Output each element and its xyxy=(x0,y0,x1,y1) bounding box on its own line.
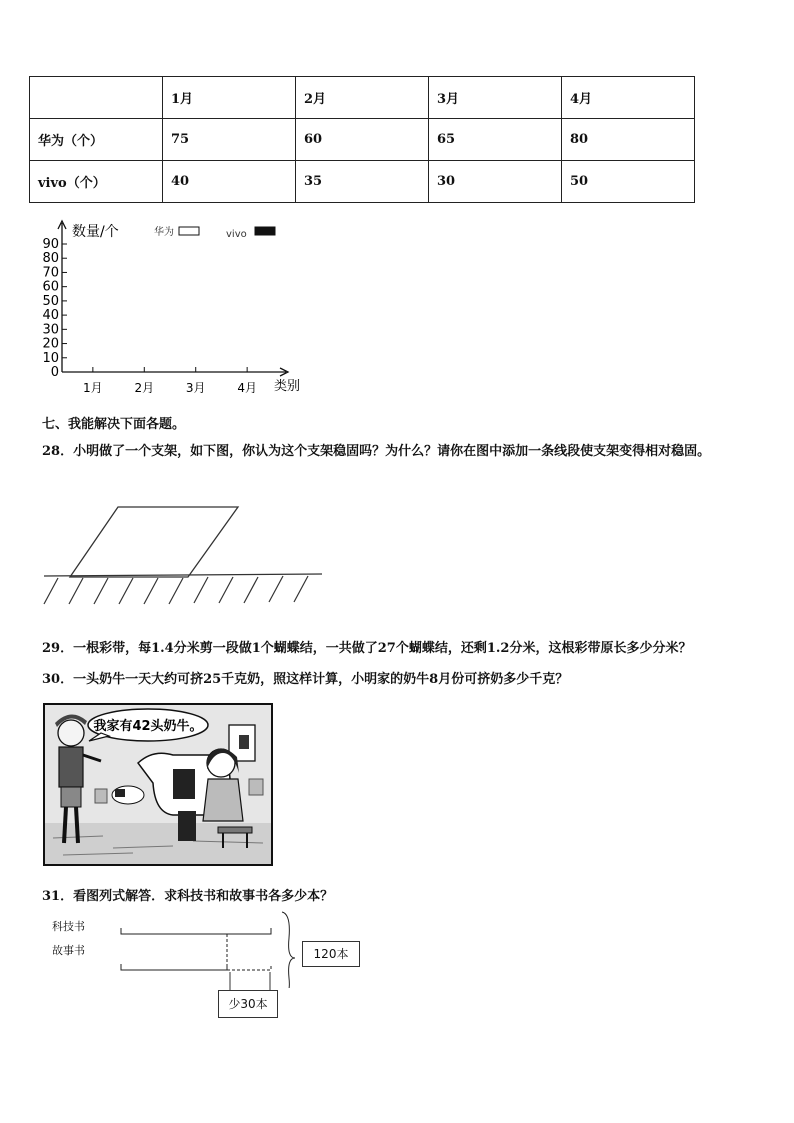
ground-hatching xyxy=(44,576,308,604)
table-cell: 65 xyxy=(429,119,562,161)
ground-line xyxy=(44,574,322,576)
speech-text: 我家有42头奶牛。 xyxy=(93,719,203,734)
y-tick-label: 40 xyxy=(42,308,59,324)
table-header-cell xyxy=(30,77,163,119)
y-tick-label: 0 xyxy=(50,365,59,380)
stand-figure xyxy=(38,500,328,610)
table-header-cell: 3月 xyxy=(429,77,562,119)
table-header-cell: 2月 xyxy=(296,77,429,119)
table-cell: 40 xyxy=(163,161,296,203)
table-cell: 80 xyxy=(562,119,695,161)
legend-label: 华为 xyxy=(154,227,174,238)
legend-label: vivo xyxy=(226,229,247,240)
bar-chart xyxy=(30,215,330,400)
science-books-segment xyxy=(121,928,271,934)
x-tick-label: 2月 xyxy=(134,381,155,395)
table-header-cell: 4月 xyxy=(562,77,695,119)
y-axis-title: 数量/个 xyxy=(72,224,119,240)
section-heading: 七、我能解决下面各题。 xyxy=(42,417,186,432)
difference-segment xyxy=(227,964,271,970)
total-brace xyxy=(282,912,295,988)
y-tick-label: 20 xyxy=(42,336,59,352)
segment-diagram xyxy=(115,908,315,988)
table-row xyxy=(30,119,695,161)
x-axis-title: 类别 xyxy=(274,379,301,394)
table-cell: 75 xyxy=(163,119,296,161)
question-31: 31．看图列式解答．求科技书和故事书各多少本？ xyxy=(42,889,334,904)
table-cell: 60 xyxy=(296,119,429,161)
question-29: 29．一根彩带，每1.4分米剪一段做1个蝴蝶结，一共做了27个蝴蝶结，还剩1.2分米，这根彩带原长多少分米？ xyxy=(42,641,692,656)
table-header-cell: 1月 xyxy=(163,77,296,119)
table-row xyxy=(30,161,695,203)
boy-head xyxy=(58,720,84,746)
table-cell: 35 xyxy=(296,161,429,203)
question-30: 30．一头奶牛一天大约可挤25千克奶，照这样计算，小明家的奶牛8月份可挤奶多少千克？ xyxy=(42,672,569,687)
x-tick-label: 3月 xyxy=(185,381,206,395)
y-tick-label: 90 xyxy=(42,237,59,252)
parallelogram-stand xyxy=(70,507,238,577)
x-tick-label: 4月 xyxy=(237,381,257,395)
table-header-row xyxy=(30,77,695,119)
y-tick-label: 10 xyxy=(42,350,59,366)
y-tick-label: 30 xyxy=(42,322,59,338)
story-books-segment xyxy=(121,964,227,970)
table-row-label: 华为（个） xyxy=(30,119,163,161)
cartoon-illustration xyxy=(43,703,273,866)
difference-box: 少30本 xyxy=(218,990,278,1018)
diff-connector xyxy=(218,972,280,990)
sales-table xyxy=(29,76,695,203)
total-box: 120本 xyxy=(302,941,360,967)
label-story-books: 故事书 xyxy=(52,944,85,957)
table-row-label: vivo（个） xyxy=(30,161,163,203)
y-tick-label: 50 xyxy=(42,293,59,309)
y-tick-label: 80 xyxy=(42,251,59,267)
legend-swatch xyxy=(179,227,199,235)
y-tick-label: 60 xyxy=(42,279,59,295)
y-tick-label: 70 xyxy=(42,265,59,281)
x-tick-label: 1月 xyxy=(83,381,103,395)
legend-swatch xyxy=(255,227,275,235)
label-science-books: 科技书 xyxy=(52,920,85,933)
question-28: 28．小明做了一个支架，如下图，你认为这个支架稳固吗？为什么？请你在图中添加一条线段使支架变得相对稳固。 xyxy=(42,444,711,459)
table-cell: 50 xyxy=(562,161,695,203)
table-cell: 30 xyxy=(429,161,562,203)
